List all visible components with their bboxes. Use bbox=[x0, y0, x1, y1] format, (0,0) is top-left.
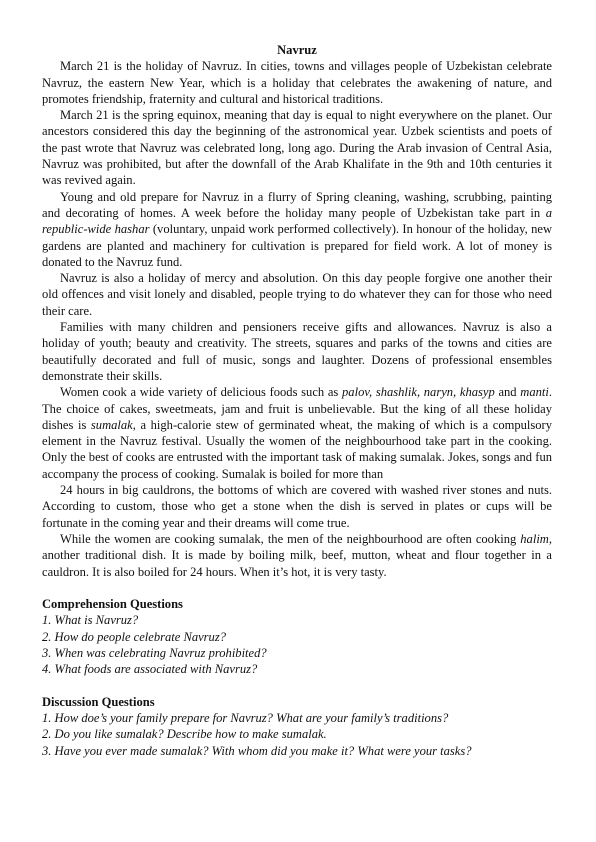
comprehension-question: 3. When was celebrating Navruz prohibited? bbox=[42, 645, 267, 660]
dish-names: palov, shashlik, naryn, khasyp bbox=[342, 385, 495, 400]
dish-sumalak: sumalak bbox=[90, 417, 133, 432]
comprehension-list bbox=[42, 612, 552, 677]
paragraph-equinox: March 21 is the spring equinox, meaning that day is equal to night everywhere on the planet. Our ancestors considered this day the beginning of the astronomical year. Uzbek scientists and poets of the past wrote that Navruz was celebrated long, long ago. During the Arab invasion of Central Asia, Navruz was prohibited, but after the downfall of the Arab Khalifate in the 9th and 10th centuries it was revived again. bbox=[42, 108, 552, 188]
discussion-question: 3. Have you ever made sumalak? With whom did you make it? What were your tasks? bbox=[42, 743, 472, 758]
comprehension-question: 1. What is Navruz? bbox=[42, 613, 139, 628]
document-title: Navruz bbox=[277, 43, 317, 57]
spacer bbox=[42, 580, 552, 596]
discussion-heading: Discussion Questions bbox=[42, 694, 155, 709]
paragraph-preparation: Young and old prepare for Navruz in a flurry of Spring cleaning, washing, scrubbing, painting and decorating of homes. A week before the holiday many people of Uzbekistan take part in a republic-wide hashar (voluntary, unpaid work performed collectively). In honour of the holiday, new gardens are planted and machinery for cultivation is prepared for field work. A lot of money is donated to the Navruz fund. bbox=[42, 189, 553, 269]
paragraph-families: Families with many children and pensioners receive gifts and allowances. Navruz is also a holiday of youth; beauty and creativity. The streets, squares and parks of the towns and cities are beautifully decorated and full of music, songs and laughter. Dozens of professional ensembles demonstrate their skills. bbox=[42, 320, 552, 383]
dish-manti: manti bbox=[520, 385, 549, 400]
paragraph-mercy: Navruz is also a holiday of mercy and absolution. On this day people forgive one another their old offences and visit lonely and disabled, people trying to do whatever they can for those who need their care. bbox=[42, 271, 552, 318]
discussion-question: 1. How doe’s your family prepare for Navruz? What are your family’s traditions? bbox=[42, 711, 449, 726]
discussion-question: 2. Do you like sumalak? Describe how to make sumalak. bbox=[42, 727, 327, 742]
paragraph-intro: March 21 is the holiday of Navruz. In cities, towns and villages people of Uzbekistan celebrate Navruz, the eastern New Year, which is a holiday that celebrates the awakening of nature, and promotes friendship, fraternity and cultural and historical traditions. bbox=[42, 59, 552, 106]
paragraph-cauldrons: 24 hours in big cauldrons, the bottoms of which are covered with washed river stones and nuts. According to custom, those who get a stone when the dish is served in plates or cups will be fortunate in the coming year and their dreams will come true. bbox=[42, 483, 552, 530]
comprehension-question: 4. What foods are associated with Navruz? bbox=[42, 662, 258, 677]
paragraph-halim: While the women are cooking sumalak, the men of the neighbourhood are often cooking halim, another traditional dish. It is made by boiling milk, beef, mutton, wheat and flour together in a cauldron. It is also boiled for 24 hours. When it’s hot, it is very tasty. bbox=[42, 531, 552, 579]
spacer bbox=[42, 678, 552, 694]
discussion-list bbox=[42, 710, 552, 759]
document-page bbox=[42, 42, 552, 759]
paragraph-foods: Women cook a wide variety of delicious foods such as palov, shashlik, naryn, khasyp and manti. The choice of cakes, sweetmeats, jam and fruit is unbelievable. But the king of all these holiday dishes is sumalak, a high-calorie stew of germinated wheat, the making of which is a compulsory element in the Navruz festival. Usually the women of the neighbourhood take part in the cooking. Only the best of cooks are entrusted with the important task of making sumalak. Jokes, songs and fun accompany the process of cooking. Sumalak is boiled for more than bbox=[42, 385, 553, 481]
dish-halim: halim, bbox=[520, 531, 552, 546]
comprehension-question: 2. How do people celebrate Navruz? bbox=[42, 629, 226, 644]
hashar-term: a republic-wide hashar bbox=[42, 205, 552, 237]
comprehension-heading: Comprehension Questions bbox=[42, 597, 183, 612]
